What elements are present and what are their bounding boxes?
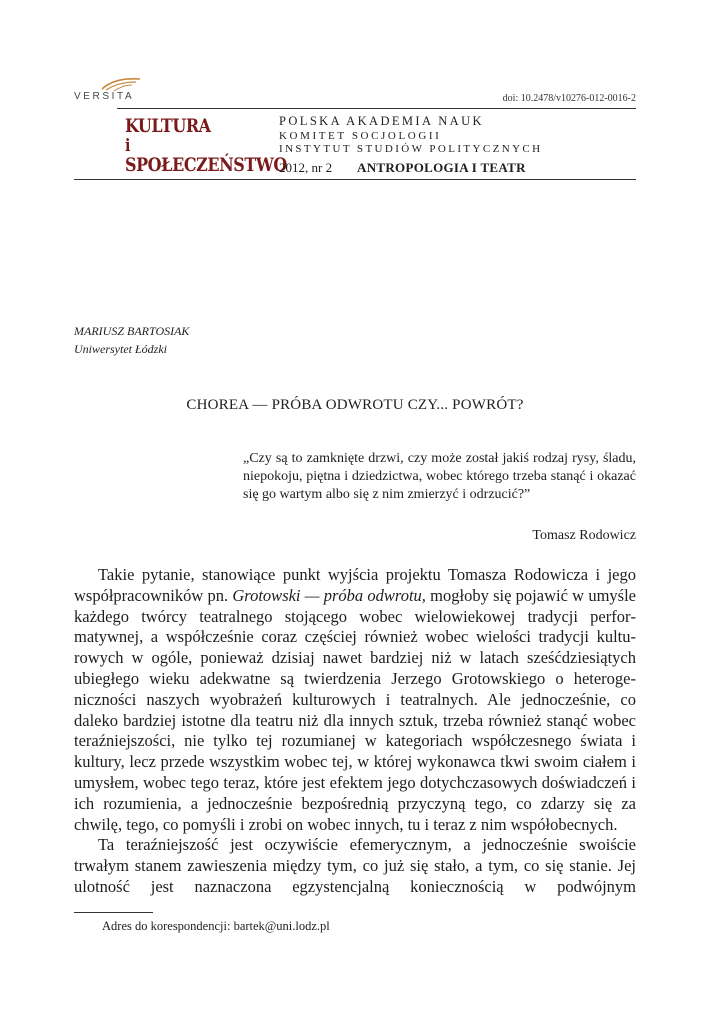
author-block [74, 322, 189, 358]
paragraph-1-text-end: , mogłoby się pojawić w umyśle każdego twórcy teatralnego stojącego wobec wielowiekowej tradycji performatywnej, a współcześnie coraz częściej również wobec wielości tradycji kulturowych w ogóle, ponieważ dzisiaj nawet bardziej niż w latach sześćdziesiątych ubiegłego wieku adekwatne są twierdzenia Jerzego Grotowskiego o heterogeniczności naszych wyobrażeń kulturowych i teatralnych. Ale jednocześnie, co daleko bardziej istotne dla teatru niż dla innych sztuk, trzeba również stanąć wobec teraźniejszości, nie tylko tej rozumianej w kategoriach współczesnego świata i kultury, lecz przede wszystkim wobec tej, w której wykonawca tkwi swoim ciałem i umysłem, wobec tego teraz, które jest efektem jego dotychczasowych doświadczeń i ich rozumienia, a jednocześnie bezpośrednią przyczyną tego, co zdarzy się za chwilę, tego, co pomyśli i zrobi on wobec innych, tu i teraz z nim współobecnych. [74, 585, 636, 834]
body-paragraph-2: Ta teraźniejszość jest oczywiście efemerycznym, a jednocześnie swoiście trwałym stanem zawieszenia między tym, co już się stało, a tym, co się stanie. Jej ulotność jest naznaczona egzystencjalną koniecznością w podwójnym [74, 835, 636, 896]
institution-line-1: POLSKA AKADEMIA NAUK [279, 114, 484, 128]
article-title: CHOREA — PRÓBA ODWROTU CZY... POWRÓT? [186, 397, 524, 413]
author-affiliation: Uniwersytet Łódzki [74, 342, 167, 356]
publisher-name: VERSITA [74, 91, 135, 102]
journal-logo-line-2: i [125, 136, 131, 156]
paragraph-1-italic-title: Grotowski — próba odwrotu [232, 585, 422, 605]
body-paragraph-1 [74, 565, 636, 835]
epigraph-quote: „Czy są to zamknięte drzwi, czy może został jakiś rodzaj rysy, śladu, niepokoju, piętna i dziedzictwa, wobec którego trzeba stanąć i okazać się go wartym albo się z nim zmierzyć i odrzucić?” [243, 451, 636, 502]
author-name: MARIUSZ BARTOSIAK [74, 324, 190, 338]
issue-number: 2012, nr 2 [279, 160, 333, 175]
versita-bird-logo-icon [100, 76, 142, 92]
journal-logo-line-1: KULTURA [125, 115, 211, 137]
footnote-correspondence: Adres do korespondencji: bartek@uni.lodz.pl [102, 919, 330, 933]
header-rule-bottom [74, 179, 636, 180]
journal-logo-line-3: SPOŁECZEŃSTWO [125, 154, 287, 176]
article-body [74, 565, 636, 898]
institution-line-2: KOMITET SOCJOLOGII [279, 130, 442, 142]
header-rule-top [117, 108, 636, 109]
paragraph-1-text-start: Takie pytanie, stanowiące punkt wyjścia projektu Tomasza Rodowicza i jego współpracowników pn. [74, 565, 636, 605]
footnote-rule [74, 912, 153, 913]
institution-line-3: INSTYTUT STUDIÓW POLITYCZNYCH [279, 143, 543, 155]
section-name: ANTROPOLOGIA I TEATR [357, 160, 526, 175]
doi: doi: 10.2478/v10276-012-0016-2 [502, 93, 636, 104]
epigraph-attribution: Tomasz Rodowicz [532, 528, 636, 543]
